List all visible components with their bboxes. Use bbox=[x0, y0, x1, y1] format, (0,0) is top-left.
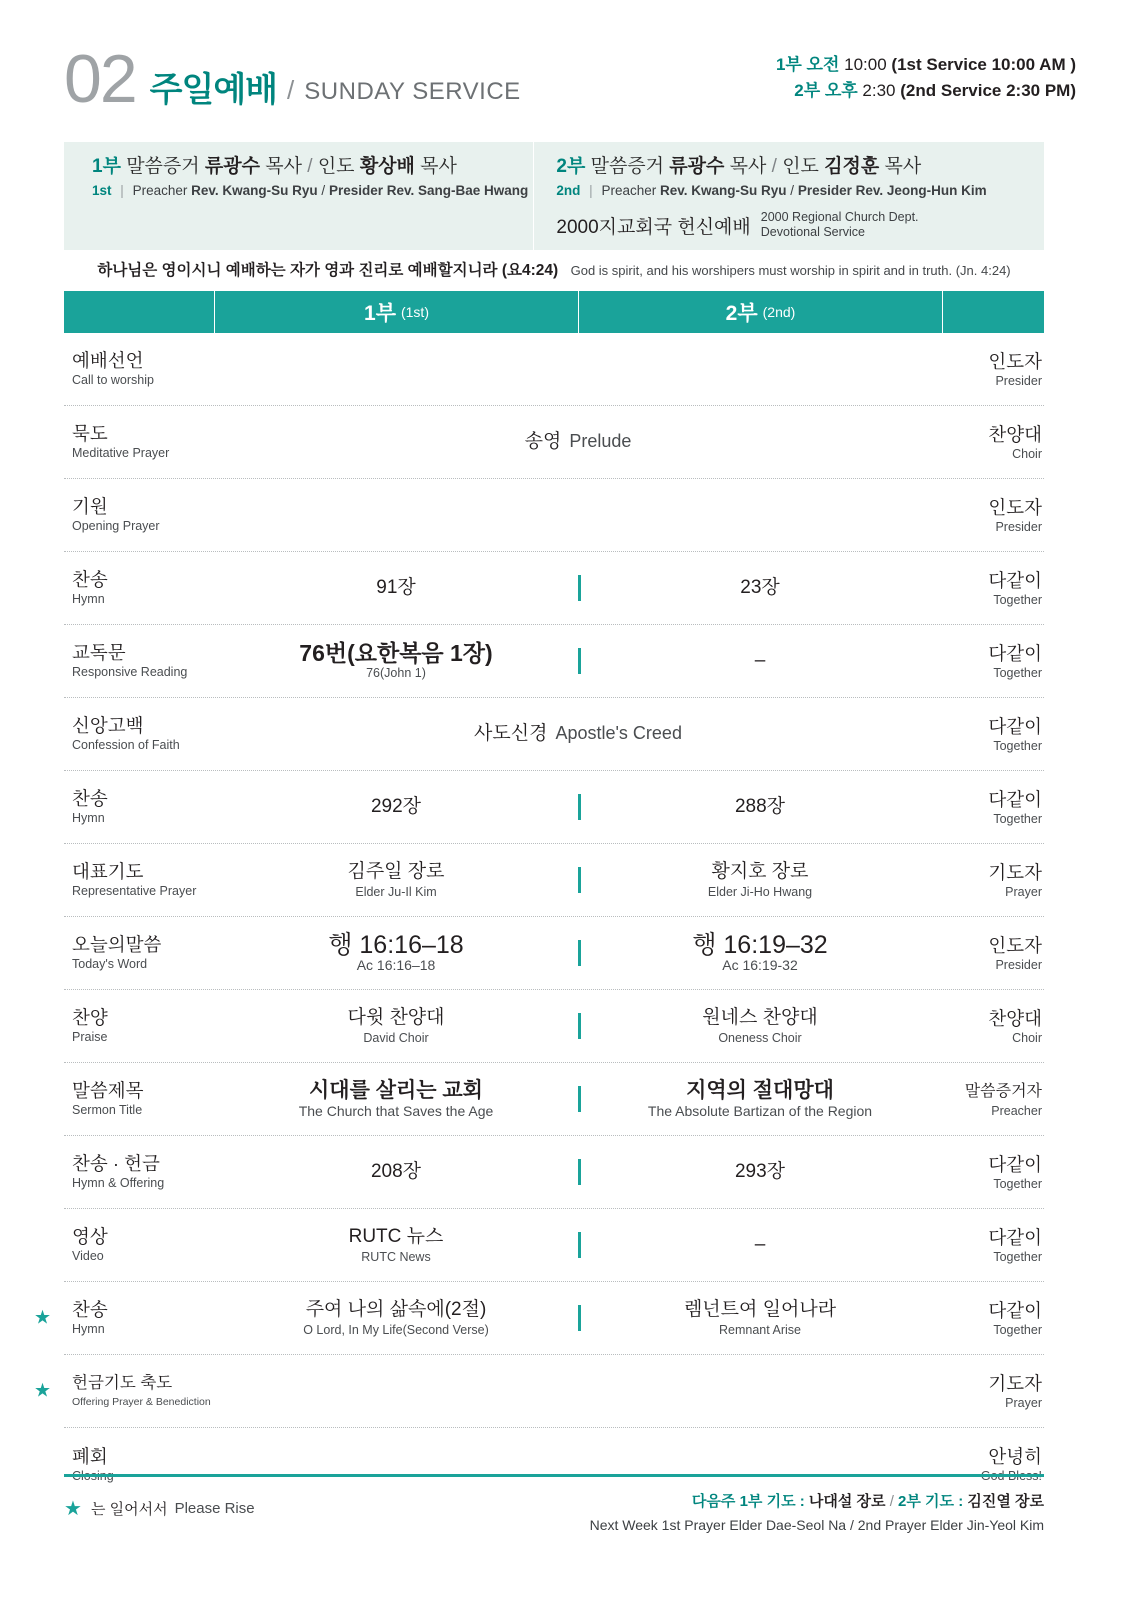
first-service-value-cell bbox=[214, 1006, 578, 1046]
first-service-value-cell bbox=[214, 933, 578, 973]
service-time-first-num: 10:00 bbox=[844, 55, 887, 74]
first-service-value-cell bbox=[214, 576, 578, 600]
order-label-en: Representative Prayer bbox=[72, 884, 197, 898]
role-ko: 다같이 bbox=[988, 642, 1042, 664]
first-service-leaders-ko bbox=[92, 154, 533, 180]
role-cell bbox=[942, 861, 1044, 900]
role-cell bbox=[942, 1372, 1044, 1411]
role-cell bbox=[942, 350, 1044, 389]
table-row bbox=[64, 479, 1044, 552]
order-label-ko: 예배선언 bbox=[72, 350, 144, 371]
page-title-en: SUNDAY SERVICE bbox=[304, 78, 521, 105]
first-preside-label-ko: 인도 bbox=[317, 156, 355, 177]
first-service-part-ko: 1부 bbox=[92, 156, 121, 177]
next-week-label: 다음주 bbox=[691, 1493, 736, 1510]
first-service-value-cell bbox=[214, 1298, 578, 1338]
column-divider bbox=[578, 1305, 581, 1331]
first-leader-slash: / bbox=[307, 156, 313, 177]
order-label-en: Praise bbox=[72, 1030, 108, 1044]
service-order-table bbox=[34, 291, 1044, 1501]
role-en: Presider bbox=[995, 519, 1042, 534]
first-service-value-en: O Lord, In My Life(Second Verse) bbox=[303, 1323, 489, 1337]
page-header bbox=[64, 41, 1076, 130]
role-ko: 인도자 bbox=[988, 496, 1042, 518]
table-row bbox=[64, 1209, 1044, 1282]
table-header-order bbox=[64, 291, 214, 333]
order-label-en: Hymn bbox=[72, 811, 105, 825]
order-label-en: Hymn bbox=[72, 1322, 105, 1336]
order-label-en: Opening Prayer bbox=[72, 519, 160, 533]
role-ko: 기도자 bbox=[988, 861, 1042, 883]
next-week-first-name: 나대설 장로 bbox=[808, 1493, 886, 1510]
first-service-value-ko: 김주일 장로 bbox=[347, 861, 445, 882]
first-service-value-cell bbox=[214, 860, 578, 900]
devotional-service-en-line2: Devotional Service bbox=[760, 225, 865, 239]
table-row bbox=[64, 698, 1044, 771]
order-label-ko: 찬송 bbox=[72, 1299, 108, 1320]
table-row bbox=[64, 552, 1044, 625]
order-label-ko: 대표기도 bbox=[72, 861, 144, 882]
first-service-value-ko: 주여 나의 삶속에(2절) bbox=[305, 1299, 487, 1320]
role-cell bbox=[942, 1007, 1044, 1046]
first-service-value-en: 76(John 1) bbox=[366, 666, 426, 680]
order-label-cell bbox=[64, 934, 214, 972]
role-ko: 안녕히 bbox=[988, 1446, 1042, 1467]
table-row bbox=[64, 406, 1044, 479]
table-row bbox=[64, 625, 1044, 698]
second-leaders-slash-en: / bbox=[790, 183, 795, 198]
first-preacher-name-ko: 류광수 bbox=[204, 156, 260, 177]
first-service-leaders-en bbox=[92, 180, 533, 202]
star-icon: ★ bbox=[34, 1307, 52, 1329]
order-label-en: Hymn & Offering bbox=[72, 1176, 165, 1190]
star-icon: ★ bbox=[64, 1498, 82, 1520]
table-header-first-en: (1st) bbox=[400, 304, 429, 320]
second-preach-label-ko: 말씀증거 bbox=[590, 156, 665, 177]
column-divider bbox=[578, 575, 581, 601]
order-label-ko: 찬양 bbox=[72, 1007, 108, 1028]
first-service-value-en: David Choir bbox=[363, 1031, 429, 1045]
second-leaders-divider: | bbox=[589, 183, 593, 198]
merged-value-en: Apostle's Creed bbox=[555, 723, 682, 743]
page-title-ko: 주일예배 bbox=[149, 71, 278, 109]
role-en: Together bbox=[993, 811, 1042, 826]
second-service-value-ko: – bbox=[754, 650, 766, 671]
table-header-second-service bbox=[578, 291, 942, 333]
merged-value-ko: 사도신경 bbox=[474, 723, 548, 744]
first-preacher-name-en: Rev. Kwang-Su Ryu bbox=[191, 183, 318, 198]
next-week-second-name: 김진열 장로 bbox=[967, 1493, 1044, 1510]
order-label-cell bbox=[64, 496, 214, 534]
scripture-verse bbox=[64, 258, 1044, 280]
table-row bbox=[34, 1355, 1044, 1428]
second-preacher-name-en: Rev. Kwang-Su Ryu bbox=[660, 183, 787, 198]
merged-value-cell bbox=[214, 722, 942, 746]
first-service-value-cell bbox=[214, 1160, 578, 1184]
order-label-cell bbox=[64, 1226, 214, 1264]
order-label-ko: 묵도 bbox=[72, 423, 108, 444]
role-ko: 기도자 bbox=[988, 1372, 1042, 1394]
first-service-value-en: Elder Ju-Il Kim bbox=[355, 885, 437, 899]
role-cell bbox=[942, 1080, 1044, 1119]
role-ko: 다같이 bbox=[988, 1153, 1042, 1175]
rise-note bbox=[64, 1496, 255, 1521]
star-icon: ★ bbox=[34, 1380, 52, 1402]
header-title-group bbox=[64, 41, 521, 117]
role-en: Together bbox=[993, 665, 1042, 680]
column-divider bbox=[578, 648, 581, 674]
second-preacher-name-ko: 류광수 bbox=[669, 156, 725, 177]
first-service-value-en: Ac 16:16–18 bbox=[356, 957, 436, 973]
second-service-value-cell bbox=[578, 1006, 942, 1046]
role-cell bbox=[942, 496, 1044, 535]
second-service-value-ko: 지역의 절대망대 bbox=[686, 1079, 834, 1102]
first-preacher-label-en: Preacher bbox=[132, 183, 188, 198]
next-week-first-label: 1부 기도 : bbox=[739, 1493, 805, 1510]
merged-value-ko: 송영 bbox=[524, 431, 562, 452]
second-service-value-cell bbox=[578, 795, 942, 819]
column-divider bbox=[578, 794, 581, 820]
service-time-second-en: (2nd Service 2:30 PM) bbox=[900, 81, 1076, 100]
first-leaders-slash-en: / bbox=[321, 183, 326, 198]
second-service-value-ko: 288장 bbox=[734, 796, 786, 817]
devotional-service-en-line1: 2000 Regional Church Dept. bbox=[760, 210, 919, 224]
role-cell bbox=[942, 934, 1044, 973]
second-preacher-title-ko: 목사 bbox=[729, 156, 767, 177]
order-label-en: Responsive Reading bbox=[72, 665, 188, 679]
role-en: Choir bbox=[1012, 1030, 1042, 1045]
second-service-leaders bbox=[534, 142, 1044, 250]
order-label-cell bbox=[64, 1299, 214, 1337]
order-label-cell bbox=[64, 423, 214, 461]
first-service-value-ko: 208장 bbox=[370, 1161, 422, 1182]
second-service-value-cell bbox=[578, 576, 942, 600]
role-en: Together bbox=[993, 592, 1042, 607]
first-service-value-ko: 다윗 찬양대 bbox=[347, 1007, 445, 1028]
column-divider bbox=[578, 1086, 581, 1112]
first-service-value-ko: 시대를 살리는 교회 bbox=[309, 1079, 483, 1102]
role-ko: 다같이 bbox=[988, 1299, 1042, 1321]
role-cell bbox=[942, 642, 1044, 681]
first-service-value-ko: RUTC 뉴스 bbox=[348, 1226, 444, 1247]
order-label-ko: 헌금기도 축도 bbox=[72, 1374, 173, 1392]
role-cell bbox=[942, 715, 1044, 754]
role-cell bbox=[942, 569, 1044, 608]
table-row bbox=[64, 333, 1044, 406]
column-divider bbox=[578, 1232, 581, 1258]
second-service-value-ko: 황지호 장로 bbox=[711, 861, 809, 882]
devotional-service-note bbox=[556, 210, 1044, 240]
order-label-en: Meditative Prayer bbox=[72, 446, 170, 460]
order-label-en: Today's Word bbox=[72, 957, 148, 971]
role-ko: 찬양대 bbox=[988, 1007, 1042, 1029]
table-header-row bbox=[64, 291, 1044, 333]
order-label-ko: 말씀제목 bbox=[72, 1080, 144, 1101]
second-preacher-label-en: Preacher bbox=[601, 183, 657, 198]
merged-value-cell bbox=[214, 430, 942, 454]
table-header-role bbox=[942, 291, 1044, 333]
role-en: Together bbox=[993, 1322, 1042, 1337]
first-service-value-cell bbox=[214, 1079, 578, 1119]
table-body bbox=[34, 333, 1044, 1501]
verse-ko: 하나님은 영이시니 예배하는 자가 영과 진리로 예배할지니라 (요4:24) bbox=[97, 262, 559, 279]
role-ko: 다같이 bbox=[988, 715, 1042, 737]
table-header-first-service bbox=[214, 291, 578, 333]
second-service-value-ko: 원네스 찬양대 bbox=[702, 1007, 818, 1028]
second-presider-name-ko: 김정훈 bbox=[824, 156, 880, 177]
column-divider bbox=[578, 1159, 581, 1185]
next-week-second-label: 2부 기도 : bbox=[898, 1493, 964, 1510]
order-label-ko: 폐회 bbox=[72, 1445, 108, 1467]
second-service-value-en: Remnant Arise bbox=[719, 1323, 801, 1337]
first-service-value-cell bbox=[214, 795, 578, 819]
next-week-prayer-ko bbox=[590, 1490, 1044, 1514]
second-service-value-cell bbox=[578, 1079, 942, 1119]
table-row bbox=[64, 1136, 1044, 1209]
role-en: Prayer bbox=[1005, 1395, 1042, 1410]
order-label-en: Video bbox=[72, 1249, 104, 1263]
second-service-value-ko: 23장 bbox=[740, 577, 780, 598]
next-week-slash: / bbox=[889, 1493, 894, 1510]
role-en: Together bbox=[993, 1249, 1042, 1264]
order-label-ko: 신앙고백 bbox=[72, 715, 144, 736]
role-cell bbox=[942, 423, 1044, 462]
first-service-value-cell bbox=[214, 641, 578, 681]
second-service-value-cell bbox=[578, 933, 942, 973]
order-label-cell bbox=[64, 642, 214, 680]
table-row bbox=[64, 1063, 1044, 1136]
second-service-value-en: Oneness Choir bbox=[718, 1031, 802, 1045]
merged-value-en: Prelude bbox=[569, 431, 632, 451]
next-week-prayer bbox=[590, 1490, 1044, 1536]
role-en: Together bbox=[993, 738, 1042, 753]
first-service-leaders bbox=[64, 142, 534, 250]
role-cell bbox=[942, 1445, 1044, 1484]
service-time-first bbox=[776, 52, 1076, 78]
column-divider bbox=[578, 1013, 581, 1039]
table-bottom-rule bbox=[64, 1474, 1044, 1477]
role-en: Together bbox=[993, 1176, 1042, 1191]
second-service-leaders-ko bbox=[556, 154, 1044, 180]
first-service-value-en: The Church that Saves the Age bbox=[298, 1103, 494, 1119]
table-row bbox=[64, 990, 1044, 1063]
role-ko: 인도자 bbox=[988, 350, 1042, 372]
role-ko: 다같이 bbox=[988, 788, 1042, 810]
title-separator: / bbox=[287, 75, 295, 105]
second-service-value-en: Ac 16:19-32 bbox=[722, 957, 798, 973]
service-leaders-panel bbox=[64, 142, 1044, 250]
order-label-cell bbox=[64, 861, 214, 899]
role-en: Presider bbox=[995, 957, 1042, 972]
order-label-cell bbox=[64, 715, 214, 753]
table-row bbox=[64, 844, 1044, 917]
first-service-ordinal-en: 1st bbox=[92, 183, 112, 198]
first-service-value-ko: 행 16:16–18 bbox=[328, 931, 464, 959]
role-ko: 다같이 bbox=[988, 569, 1042, 591]
service-time-first-en: (1st Service 10:00 AM ) bbox=[891, 55, 1076, 74]
service-time-first-ko: 1부 오전 bbox=[775, 55, 840, 74]
second-service-value-ko: – bbox=[754, 1234, 766, 1255]
order-label-cell bbox=[64, 1080, 214, 1118]
first-presider-title-ko: 목사 bbox=[420, 156, 457, 177]
role-cell bbox=[942, 1299, 1044, 1338]
second-service-value-ko: 행 16:19–32 bbox=[692, 931, 828, 959]
role-en: Prayer bbox=[1005, 884, 1042, 899]
role-cell bbox=[942, 788, 1044, 827]
column-divider bbox=[578, 867, 581, 893]
first-service-value-en: RUTC News bbox=[361, 1250, 431, 1264]
first-service-value-ko: 292장 bbox=[370, 796, 422, 817]
column-divider bbox=[578, 940, 581, 966]
order-label-en: Hymn bbox=[72, 592, 105, 606]
order-label-ko: 기원 bbox=[72, 496, 108, 517]
role-ko: 다같이 bbox=[988, 1226, 1042, 1248]
second-service-value-cell bbox=[578, 860, 942, 900]
order-label-cell bbox=[64, 788, 214, 826]
second-presider-title-ko: 목사 bbox=[884, 156, 922, 177]
next-week-prayer-en: Next Week 1st Prayer Elder Dae-Seol Na / 2nd Prayer Elder Jin-Yeol Kim bbox=[589, 1517, 1044, 1533]
second-presider-name-en: Presider Rev. Jeong-Hun Kim bbox=[797, 183, 987, 198]
second-service-part-ko: 2부 bbox=[556, 156, 586, 177]
order-label-ko: 찬송 bbox=[72, 788, 108, 809]
order-label-cell bbox=[64, 1372, 214, 1410]
second-service-value-ko: 293장 bbox=[734, 1161, 786, 1182]
order-label-ko: 찬송 bbox=[72, 569, 108, 590]
second-service-value-cell bbox=[578, 1233, 942, 1257]
second-service-value-cell bbox=[578, 1298, 942, 1338]
table-row bbox=[64, 771, 1044, 844]
second-service-value-cell bbox=[578, 649, 942, 673]
first-service-value-ko: 76번(요한복음 1장) bbox=[299, 640, 493, 666]
first-service-value-cell bbox=[214, 1225, 578, 1265]
table-row bbox=[34, 1282, 1044, 1355]
first-presider-name-en: Presider Rev. Sang-Bae Hwang bbox=[328, 183, 529, 198]
second-service-value-en: The Absolute Bartizan of the Region bbox=[647, 1103, 873, 1119]
order-label-cell bbox=[64, 1153, 214, 1191]
second-preside-label-ko: 인도 bbox=[782, 156, 819, 177]
service-time-second-ko: 2부 오후 bbox=[794, 81, 858, 100]
second-service-ordinal-en: 2nd bbox=[556, 183, 581, 198]
devotional-service-en bbox=[761, 210, 919, 240]
role-cell bbox=[942, 1226, 1044, 1265]
order-label-ko: 교독문 bbox=[72, 642, 126, 663]
second-service-value-cell bbox=[578, 1160, 942, 1184]
service-time-second bbox=[776, 78, 1076, 104]
role-cell bbox=[942, 1153, 1044, 1192]
role-ko: 말씀증거자 bbox=[964, 1082, 1042, 1100]
first-service-value-ko: 91장 bbox=[376, 577, 416, 598]
devotional-service-ko: 2000지교회국 헌신예배 bbox=[556, 216, 751, 238]
role-en: Preacher bbox=[991, 1103, 1042, 1118]
service-time-second-num: 2:30 bbox=[862, 81, 896, 100]
table-row bbox=[64, 917, 1044, 990]
service-times bbox=[776, 52, 1076, 104]
table-header-second-ko: 2부 bbox=[725, 302, 758, 325]
order-label-en: Sermon Title bbox=[72, 1103, 143, 1117]
table-header-first-ko: 1부 bbox=[364, 302, 396, 325]
order-label-ko: 영상 bbox=[72, 1226, 108, 1247]
order-label-cell bbox=[64, 1007, 214, 1045]
role-en: Choir bbox=[1012, 446, 1042, 461]
first-preach-label-ko: 말씀증거 bbox=[126, 156, 200, 177]
table-header-second-en: (2nd) bbox=[762, 304, 796, 320]
rise-note-ko: 는 일어서서 bbox=[90, 1501, 168, 1518]
role-ko: 찬양대 bbox=[988, 423, 1042, 445]
first-leaders-divider: | bbox=[120, 183, 124, 198]
verse-en: God is spirit, and his worshipers must worship in spirit and in truth. (Jn. 4:24) bbox=[570, 263, 1011, 278]
order-label-ko: 오늘의말씀 bbox=[72, 934, 162, 955]
second-service-value-en: Elder Ji-Ho Hwang bbox=[707, 885, 813, 899]
role-ko: 인도자 bbox=[988, 934, 1042, 956]
order-label-cell bbox=[64, 569, 214, 607]
first-presider-name-ko: 황상배 bbox=[359, 156, 415, 177]
second-service-leaders-en bbox=[556, 180, 1044, 202]
rise-note-en: Please Rise bbox=[174, 1500, 255, 1517]
first-preacher-title-ko: 목사 bbox=[265, 156, 302, 177]
order-label-en: Confession of Faith bbox=[72, 738, 180, 752]
second-service-value-ko: 렘넌트여 일어나라 bbox=[683, 1299, 837, 1320]
section-number: 02 bbox=[64, 41, 136, 117]
order-label-en: Call to worship bbox=[72, 373, 154, 387]
order-label-ko: 찬송 · 헌금 bbox=[72, 1153, 160, 1174]
order-label-cell bbox=[64, 1446, 214, 1484]
order-label-en: Offering Prayer & Benediction bbox=[72, 1396, 211, 1408]
role-en: Presider bbox=[995, 373, 1042, 388]
second-leader-slash: / bbox=[771, 156, 777, 177]
order-label-cell bbox=[64, 350, 214, 388]
